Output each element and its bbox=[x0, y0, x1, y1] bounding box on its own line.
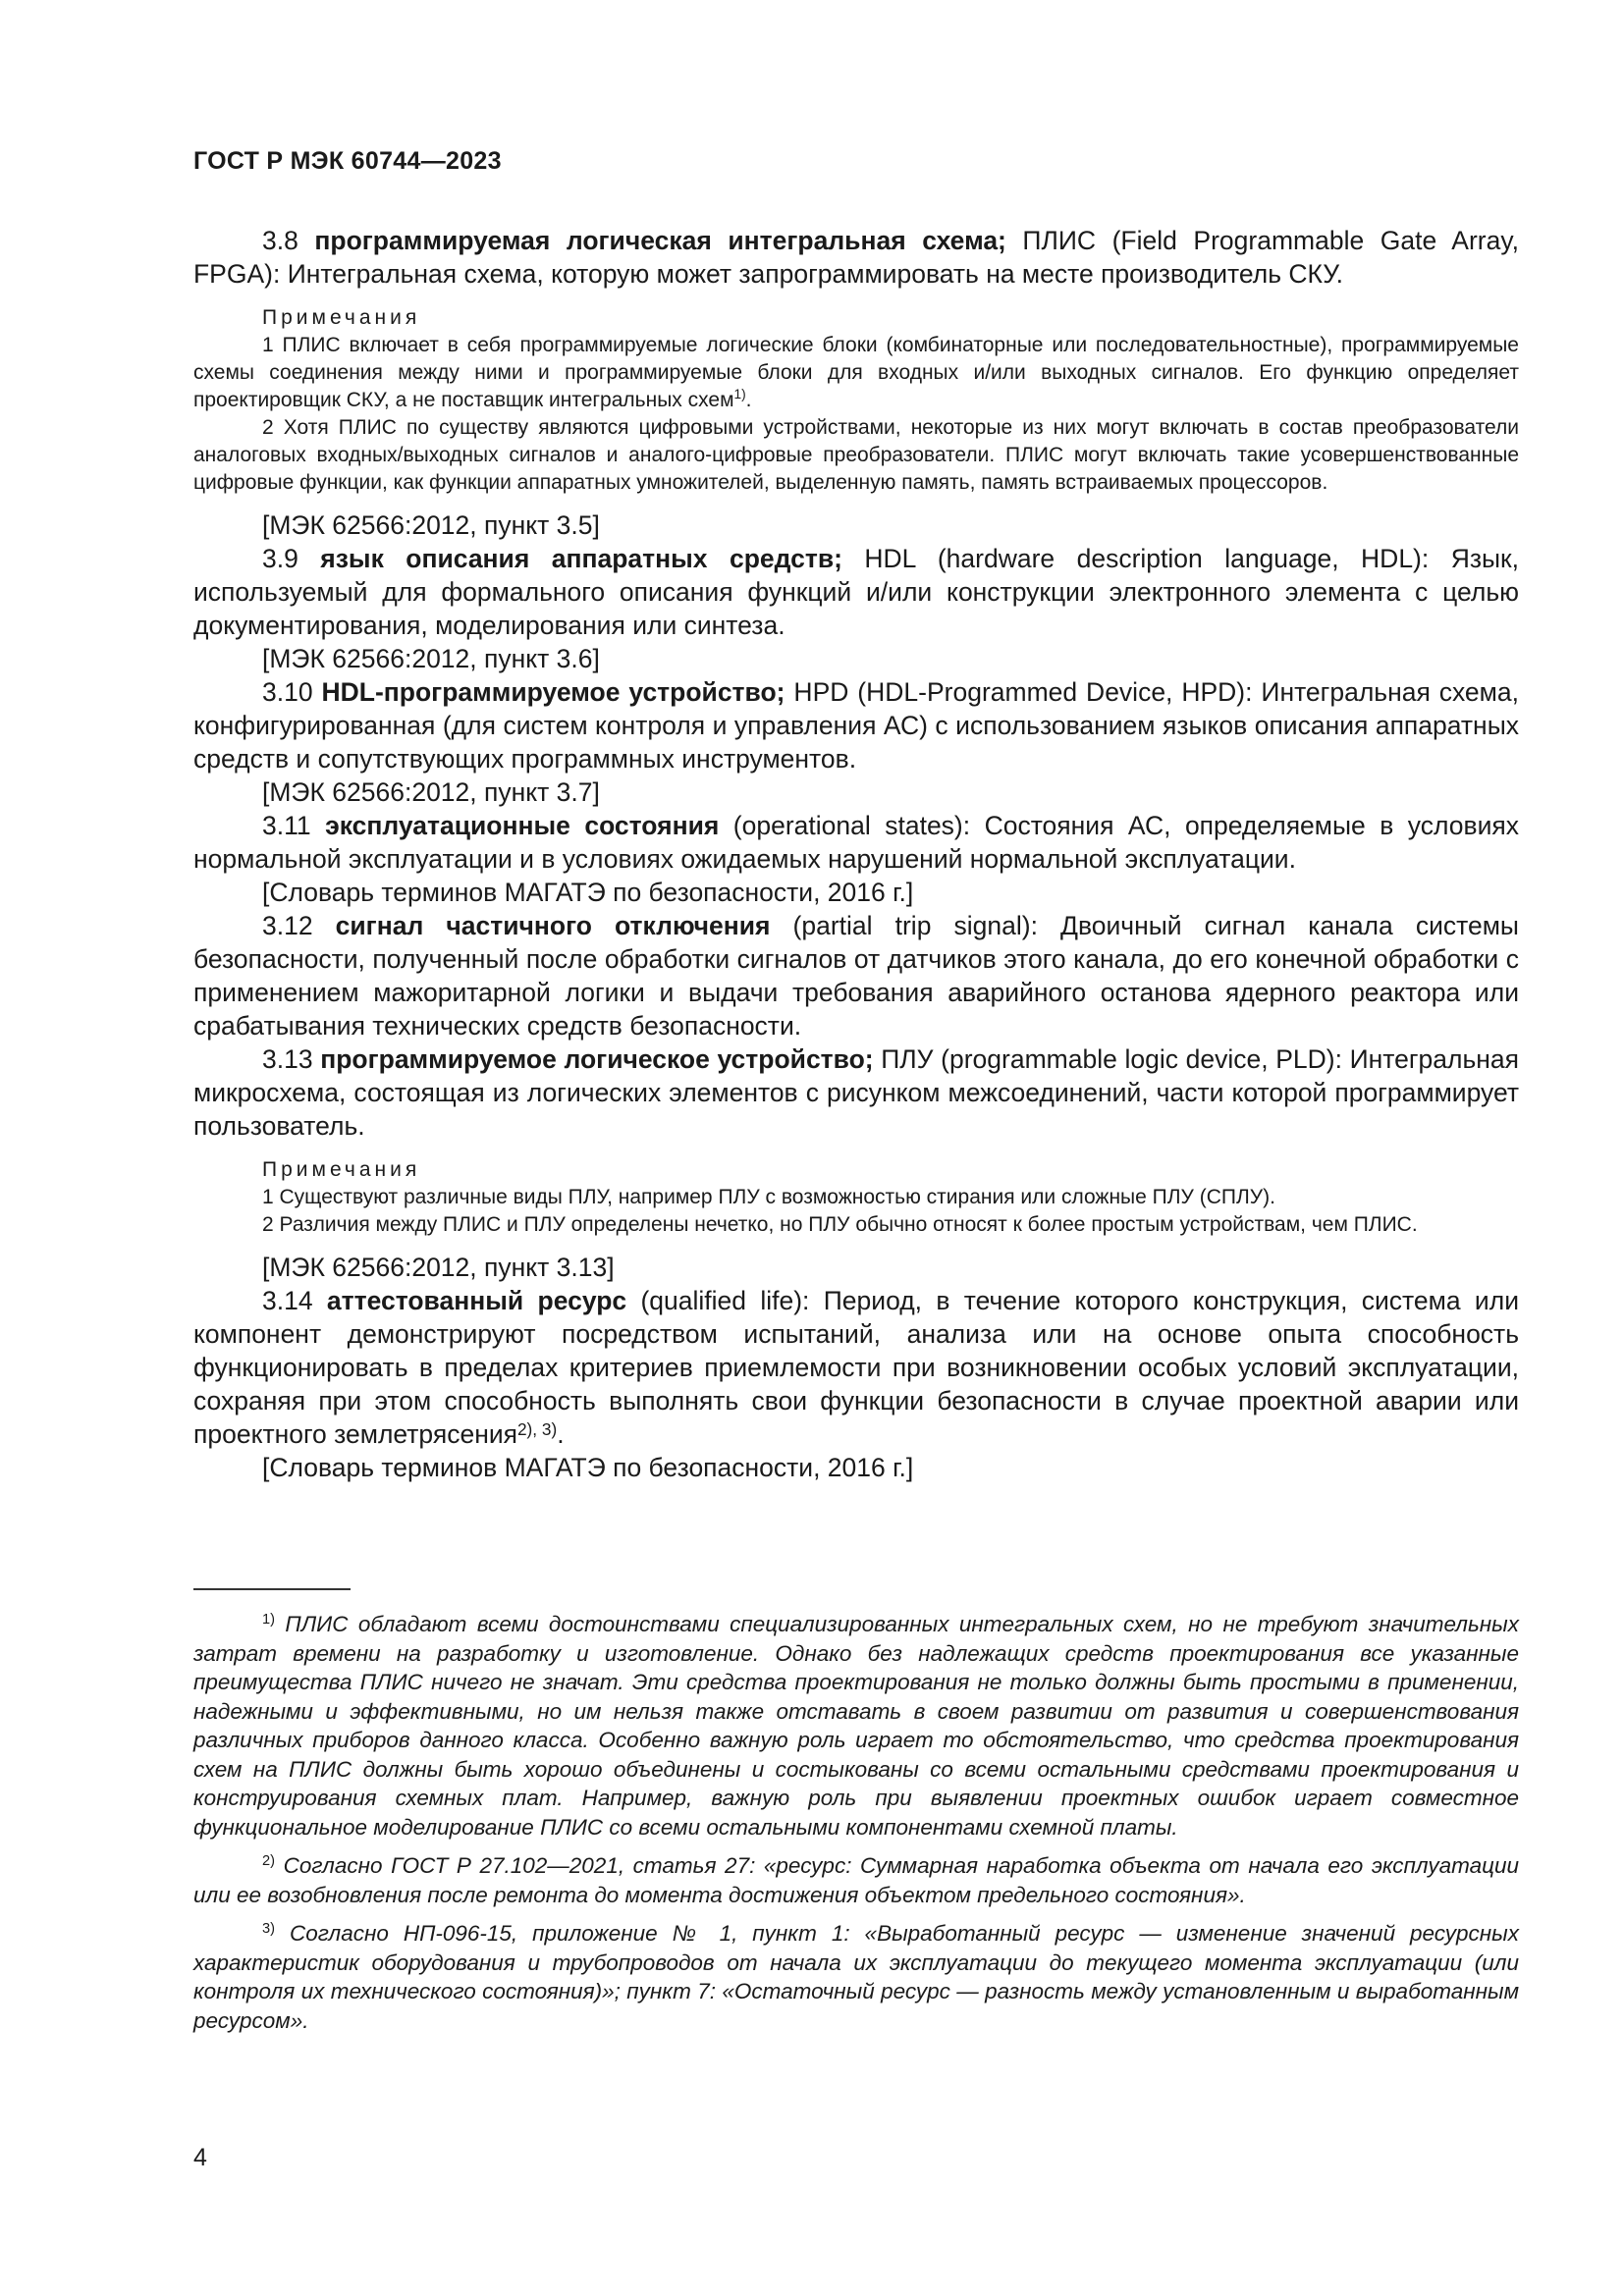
footnote-2 bbox=[193, 1851, 1519, 1909]
term-title: программируемое логическое устройство; bbox=[320, 1044, 874, 1074]
term-number: 3.14 bbox=[262, 1286, 313, 1315]
term-definition: (partial trip signal): Двоичный сигнал канала системы безопасности, полученный после обработки сигналов от датчиков этого канала, до его конечной обработки с применением мажоритарной логики и выдачи требования аварийного останова ядерного реактора или срабатывания технических средств безопасности. bbox=[193, 911, 1519, 1041]
notes-heading: Примечания bbox=[262, 1158, 421, 1181]
term-definition: HDL (hardware description language, HDL): Язык, используемый для формального описания функций и/или конструкции электронного элемента с целью документирования, моделирования или синтеза. bbox=[193, 544, 1519, 640]
term-definition: HPD (HDL-Programmed Device, HPD): Интегральная схема, конфигурированная (для систем контроля и управления АС) с использованием языков описания аппаратных средств и сопутствующих программных инструментов. bbox=[193, 677, 1519, 774]
reference: [МЭК 62566:2012, пункт 3.13] bbox=[262, 1253, 615, 1282]
term-title: эксплуатационные состояния bbox=[325, 811, 720, 840]
term-3-12 bbox=[193, 909, 1519, 1042]
reference: [МЭК 62566:2012, пункт 3.6] bbox=[262, 644, 600, 673]
reference: [МЭК 62566:2012, пункт 3.7] bbox=[262, 777, 600, 807]
term-title: сигнал частичного отключения bbox=[335, 911, 771, 940]
note-2: 2 Различия между ПЛИС и ПЛУ определены нечетко, но ПЛУ обычно относят к более простым устройствам, чем ПЛИС. bbox=[262, 1213, 1418, 1236]
term-definition: (qualified life): Период, в течение которого конструкция, система или компонент демонстрируют посредством испытаний, анализа или на основе опыта способность функционировать в пределах критериев приемлемости при возникновении особых условий эксплуатации, сохраняя при этом способность выполнять свои функции безопасности в случае проектной аварии или проектного землетрясения bbox=[193, 1286, 1519, 1449]
term-definition: ПЛИС (Field Programmable Gate Array, FPGA): Интегральная схема, которую может запрограммировать на месте производитель СКУ. bbox=[193, 226, 1519, 289]
term-number: 3.9 bbox=[262, 544, 298, 573]
term-3-13 bbox=[193, 1042, 1519, 1143]
term-definition: ПЛУ (programmable logic device, PLD): Интегральная микросхема, состоящая из логических элементов с рисунком межсоединений, части которой программирует пользователь. bbox=[193, 1044, 1519, 1141]
footnote-ref: 2), 3) bbox=[516, 1419, 558, 1439]
reference: [Словарь терминов МАГАТЭ по безопасности, 2016 г.] bbox=[262, 878, 914, 907]
term-number: 3.8 bbox=[262, 226, 298, 255]
footnote-separator bbox=[193, 1588, 351, 1590]
footnote-text: Согласно НП-096-15, приложение № 1, пункт 1: «Выработанный ресурс — изменение значений ресурсных характеристик оборудования и трубопроводов от начала их эксплуатации до текущего момента эксплуатации (или контроля их технического состояния)»; пункт 7: «Остаточный ресурс — разность между установленным и выработанным ресурсом». bbox=[193, 1921, 1519, 2033]
note-2: 2 Хотя ПЛИС по существу являются цифровыми устройствами, некоторые из них могут включать в состав преобразователи аналоговых входных/выходных сигналов и аналого-цифровые преобразователи. ПЛИС могут включать такие усовершенствованные цифровые функции, как функции аппаратных умножителей, выделенную память, память встраиваемых процессоров. bbox=[193, 416, 1519, 494]
note-1: 1 ПЛИС включает в себя программируемые логические блоки (комбинаторные или последовательностные), программируемые схемы соединения между ними и программируемые блоки для входных и/или выходных сигналов. Его функцию определяет проектировщик СКУ, а не поставщик интегральных схем$^{1)}$. bbox=[193, 334, 1519, 411]
footnotes bbox=[193, 1610, 1519, 2045]
term-number: 3.11 bbox=[262, 811, 311, 840]
notes-heading: Примечания bbox=[262, 306, 421, 329]
footnote-mark: 3) bbox=[262, 1921, 275, 1937]
term-title: аттестованный ресурс bbox=[326, 1286, 627, 1315]
term-3-11 bbox=[193, 809, 1519, 876]
main-text bbox=[193, 224, 1519, 1484]
term-title: HDL-программируемое устройство; bbox=[321, 677, 785, 707]
reference: [Словарь терминов МАГАТЭ по безопасности, 2016 г.] bbox=[262, 1453, 914, 1482]
footnote-text: ПЛИС обладают всеми достоинствами специализированных интегральных схем, но не требуют значительных затрат времени на разработку и изготовление. Однако без надлежащих средств проектирования все указанные преимущества ПЛИС ничего не значат. Эти средства проектирования не только должны быть простыми в применении, надежными и эффективными, но им нельзя также отставать в своем развитии от развития и совершенствования различных приборов данного класса. Особенно важную роль играет то обстоятельство, что средства проектирования схем на ПЛИС должны быть хорошо объединены и состыкованы со всеми остальными средствами проектирования и конструирования схемных плат. Например, важную роль при выявлении проектных ошибок играет совместное функциональное моделирование ПЛИС со всеми остальными компонентами схемной платы. bbox=[193, 1612, 1519, 1840]
term-3-10 bbox=[193, 675, 1519, 775]
footnote-1 bbox=[193, 1610, 1519, 1842]
footnote-ref: 1) bbox=[733, 387, 746, 401]
reference: [МЭК 62566:2012, пункт 3.5] bbox=[262, 510, 600, 540]
page-number: 4 bbox=[193, 2144, 207, 2171]
term-3-8 bbox=[193, 224, 1519, 291]
term-title: программируемая логическая интегральная схема; bbox=[314, 226, 1006, 255]
term-definition: (operational states): Состояния АС, определяемые в условиях нормальной эксплуатации и в условиях ожидаемых нарушений нормальной эксплуатации. bbox=[193, 811, 1519, 874]
term-3-9 bbox=[193, 542, 1519, 642]
footnote-mark: 1) bbox=[262, 1612, 275, 1628]
footnote-mark: 2) bbox=[262, 1853, 275, 1869]
term-3-14: 3.14 аттестованный ресурс (qualified life): Период, в течение которого конструкция, система или компонент демонстрируют посредством испытаний, анализа или на основе опыта способность функционировать в пределах критериев приемлемости при возникновении особых условий эксплуатации, сохраняя при этом способность выполнять свои функции безопасности в случае проектной аварии или проектного землетрясения$^{2), 3)}$. bbox=[193, 1286, 1519, 1449]
note-1: 1 Существуют различные виды ПЛУ, например ПЛУ с возможностью стирания или сложные ПЛУ (СПЛУ). bbox=[262, 1186, 1275, 1208]
term-title: язык описания аппаратных средств; bbox=[320, 544, 842, 573]
page-header: ГОСТ Р МЭК 60744—2023 bbox=[193, 147, 502, 175]
term-number: 3.12 bbox=[262, 911, 313, 940]
footnote-text: Согласно ГОСТ Р 27.102—2021, статья 27: «ресурс: Суммарная наработка объекта от начала его эксплуатации или ее возобновления после ремонта до момента достижения объектом предельного состояния». bbox=[193, 1853, 1519, 1907]
term-number: 3.13 bbox=[262, 1044, 313, 1074]
footnote-3 bbox=[193, 1919, 1519, 2035]
term-number: 3.10 bbox=[262, 677, 313, 707]
